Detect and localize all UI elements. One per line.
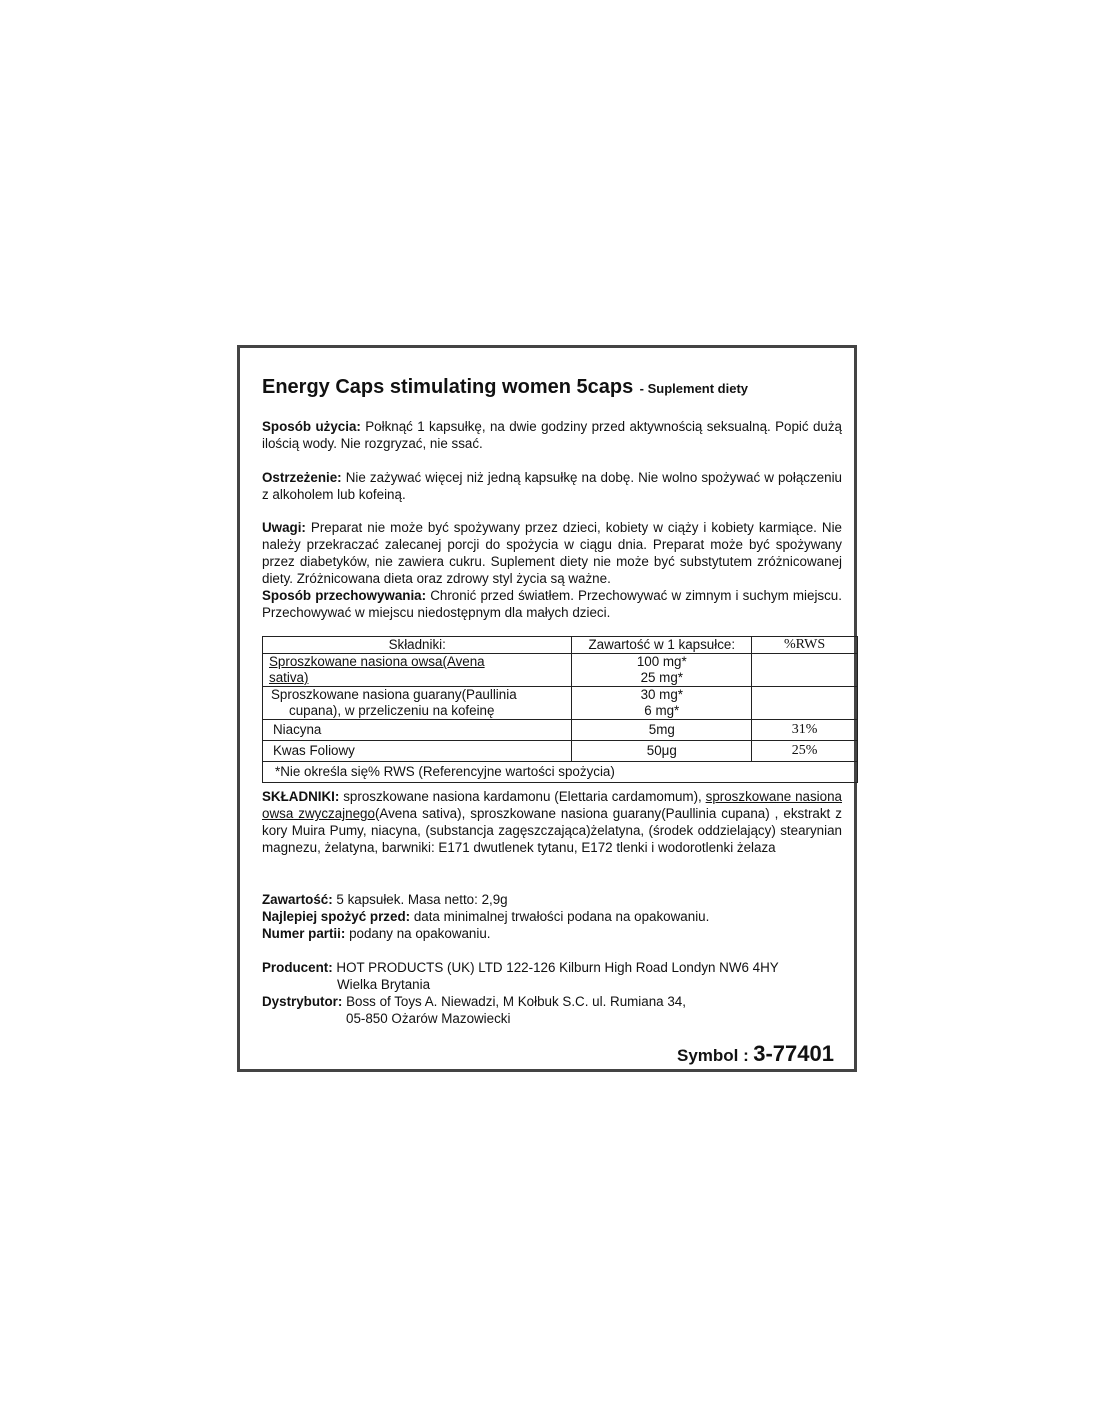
table-row bbox=[263, 720, 858, 741]
row-rws: 25% bbox=[752, 741, 858, 762]
product-title bbox=[262, 376, 748, 399]
producer-label: Producent: bbox=[262, 960, 333, 975]
ingredients-section bbox=[262, 788, 842, 856]
distributor-line1: Boss of Toys A. Niewadzi, M Kołbuk S.C. ul. Rumiana 34, bbox=[342, 994, 686, 1009]
notes-text: Preparat nie może być spożywany przez dzieci, kobiety w ciąży i kobiety karmiące. Nie należy przekraczać zalecanej porcji do spożycia w ciągu dnia. Preparat może być spożywany przez diabetyków, nie zawiera cukru. Suplement diety nie może być substytutem zróżnicowanej diety. Zróżnicowana dieta oraz zdrowy styl życia są ważne. bbox=[262, 520, 842, 586]
ingredients-part2: (Avena sativa), sproszkowane nasiona guarany(Paullinia cupana) , ekstrakt z kory Muira Pumy, niacyna, (substancja zagęszczająca)żelatyna, (środek oddzielający) stearynian magnezu, żelatyna, barwniki: E171 dwutlenek tytanu, E172 tlenki i wodorotlenki żelaza bbox=[262, 806, 842, 855]
best-before-label: Najlepiej spożyć przed: bbox=[262, 909, 411, 924]
best-before-text: data minimalnej trwałości podana na opakowaniu. bbox=[410, 909, 710, 924]
usage-section bbox=[262, 418, 842, 452]
producer-line1: HOT PRODUCTS (UK) LTD 122-126 Kilburn High Road Londyn NW6 4HY bbox=[332, 960, 779, 975]
row-amount-line1: 30 mg* bbox=[640, 687, 683, 702]
header-ingredients: Składniki: bbox=[263, 637, 572, 654]
title-sub: - Suplement diety bbox=[639, 381, 749, 396]
row-rws bbox=[752, 687, 858, 720]
header-content: Zawartość w 1 kapsułce: bbox=[572, 637, 752, 654]
producer-section bbox=[262, 959, 842, 1027]
table-row bbox=[263, 654, 858, 687]
product-symbol bbox=[677, 1041, 834, 1067]
row-rws: 31% bbox=[752, 720, 858, 741]
producer-line2: Wielka Brytania bbox=[337, 977, 431, 992]
warning-section bbox=[262, 469, 842, 503]
warning-text: Nie zażywać więcej niż jedną kapsułkę na dobę. Nie wolno spożywać w połączeniu z alkoholem lub kofeiną. bbox=[262, 470, 842, 502]
ingredients-table bbox=[262, 636, 858, 783]
usage-text: Połknąć 1 kapsułkę, na dwie godziny przed aktywnością seksualną. Popić dużą ilością wody. Nie rozgryzać, nie ssać. bbox=[262, 419, 843, 451]
row-name bbox=[263, 687, 572, 720]
row-name: Kwas Foliowy bbox=[263, 741, 572, 762]
storage-text: Chronić przed światłem. Przechowywać w zimnym i suchym miejscu. Przechowywać w miejscu niedostępnym dla małych dzieci. bbox=[262, 588, 842, 620]
row-amount bbox=[572, 654, 752, 687]
notes-label: Uwagi: bbox=[262, 520, 306, 535]
row-name-line1: Sproszkowane nasiona owsa(Avena bbox=[269, 654, 485, 669]
row-amount: 50μg bbox=[572, 741, 752, 762]
table-footnote-row bbox=[263, 762, 858, 783]
row-name: Niacyna bbox=[263, 720, 572, 741]
row-name-line2: cupana), w przeliczeniu na kofeinę bbox=[289, 703, 495, 718]
content-text: 5 kapsułek. Masa netto: 2,9g bbox=[332, 892, 508, 907]
ingredients-underlined: sproszkowane nasiona owsa zwyczajnego bbox=[262, 789, 842, 821]
distributor-line2: 05-850 Ożarów Mazowiecki bbox=[346, 1011, 511, 1026]
row-amount-line1: 100 mg* bbox=[636, 654, 687, 669]
row-name-line2: sativa) bbox=[269, 670, 309, 685]
usage-label: Sposób użycia: bbox=[262, 419, 361, 434]
batch-text: podany na opakowaniu. bbox=[345, 926, 491, 941]
storage-label: Sposób przechowywania: bbox=[262, 588, 427, 603]
title-main: Energy Caps stimulating women 5caps bbox=[262, 376, 634, 398]
row-amount: 5mg bbox=[572, 720, 752, 741]
table-header-row bbox=[263, 637, 858, 654]
header-rws: %RWS bbox=[752, 637, 858, 654]
symbol-label: Symbol : bbox=[677, 1046, 749, 1065]
ingredients-part1: sproszkowane nasiona kardamonu (Elettaria cardamomum), bbox=[339, 789, 706, 804]
distributor-label: Dystrybutor: bbox=[262, 994, 343, 1009]
notes-section bbox=[262, 519, 842, 621]
warning-label: Ostrzeżenie: bbox=[262, 470, 342, 485]
row-rws bbox=[752, 654, 858, 687]
ingredients-label: SKŁADNIKI: bbox=[262, 789, 340, 804]
row-amount-line2: 6 mg* bbox=[644, 703, 680, 718]
product-label bbox=[237, 345, 857, 1072]
symbol-value: 3-77401 bbox=[753, 1041, 834, 1066]
row-name-line1: Sproszkowane nasiona guarany(Paullinia bbox=[271, 687, 517, 702]
table-row bbox=[263, 687, 858, 720]
table-footnote: *Nie określa się% RWS (Referencyjne wartości spożycia) bbox=[263, 762, 858, 783]
row-name bbox=[263, 654, 572, 687]
row-amount-line2: 25 mg* bbox=[640, 670, 683, 685]
row-amount bbox=[572, 687, 752, 720]
package-info-section bbox=[262, 891, 842, 942]
content-label: Zawartość: bbox=[262, 892, 333, 907]
table-row bbox=[263, 741, 858, 762]
batch-label: Numer partii: bbox=[262, 926, 346, 941]
